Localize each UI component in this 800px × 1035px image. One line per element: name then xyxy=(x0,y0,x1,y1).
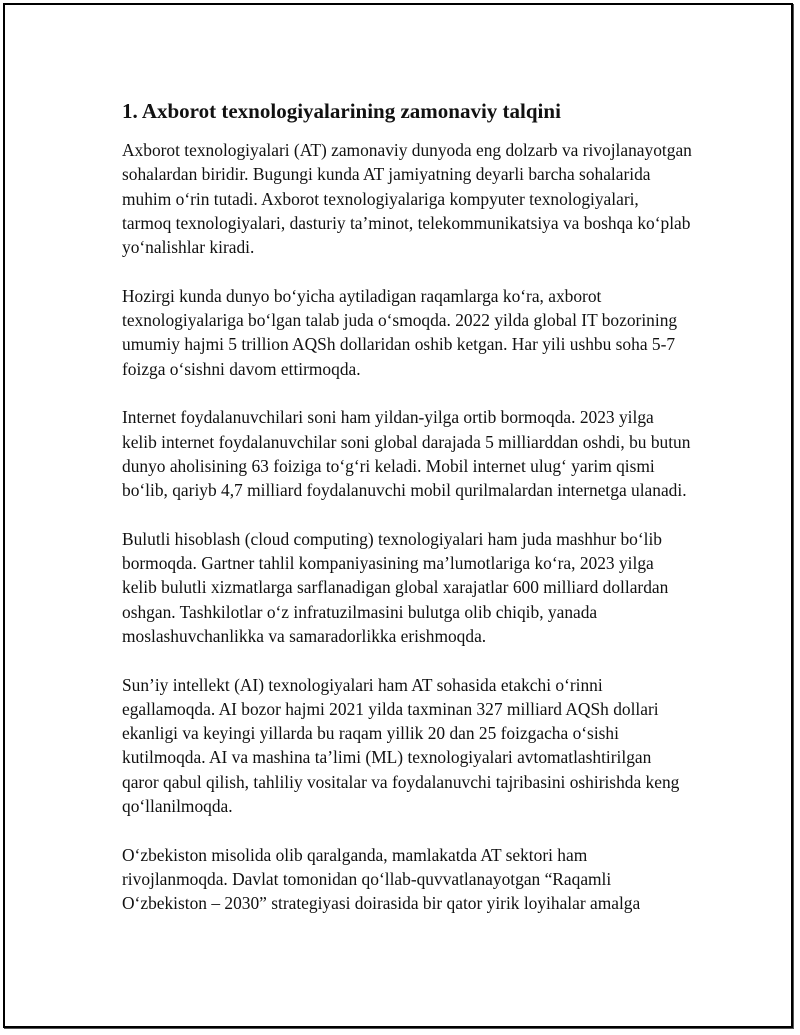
paragraph-4: Bulutli hisoblash (cloud computing) texnologiyalari ham juda mashhur bo‘lib bormoqda. Gartner tahlil kompaniyasining ma’lumotlariga ko‘ra, 2023 yilga kelib bulutli xizmatlarga sarflanadigan global xarajatlar 600 milliard dollardan oshgan. Tashkilotlar o‘z infratuzilmasini bulutga olib chiqib, yanada moslashuvchanlikka va samaradorlikka erishmoqda. xyxy=(122,528,669,646)
paragraph-1: Axborot texnologiyalari (AT) zamonaviy dunyoda eng dolzarb va rivojlanayotgan sohalardan biridir. Bugungi kunda AT jamiyatning deyarli barcha sohalarida muhim o‘rin tutadi. Axborot texnologiyalariga kompyuter texnologiyalari, tarmoq texnologiyalari, dasturiy ta’minot, telekommunikatsiya va boshqa ko‘plab yo‘nalishlar kiradi. xyxy=(122,140,692,258)
document-body xyxy=(122,97,692,940)
section-heading: 1. Axborot texnologiyalarining zamonaviy talqini xyxy=(122,99,561,123)
paragraph-2: Hozirgi kunda dunyo bo‘yicha aytiladigan raqamlarga ko‘ra, axborot texnologiyalariga bo‘lgan talab juda o‘smoqda. 2022 yilda global IT bozorining umumiy hajmi 5 trillion AQSh dollaridan oshib ketgan. Har yili ushbu soha 5-7 foizga o‘sishni davom ettirmoqda. xyxy=(122,285,678,379)
document-page xyxy=(3,3,793,1028)
paragraph-5: Sun’iy intellekt (AI) texnologiyalari ham AT sohasida etakchi o‘rinni egallamoqda. AI bozor hajmi 2021 yilda taxminan 327 milliard AQSh dollari ekanligi va keyingi yillarda bu raqam yillik 20 dan 25 foizgacha o‘sishi kutilmoqda. AI va mashina ta’limi (ML) texnologiyalari avtomatlashtirilgan qaror qabul qilish, tahliliy vositalar va foydalanuvchi tajribasini oshirishda keng qo‘llanilmoqda. xyxy=(122,674,680,817)
paragraph-6: O‘zbekiston misolida olib qaralganda, mamlakatda AT sektori ham rivojlanmoqda. Davlat tomonidan qo‘llab-quvvatlanayotgan “Raqamli O‘zbekiston – 2030” strategiyasi doirasida bir qator yirik loyihalar amalga xyxy=(122,844,641,914)
paragraph-3: Internet foydalanuvchilari soni ham yildan-yilga ortib bormoqda. 2023 yilga kelib internet foydalanuvchilar soni global darajada 5 milliarddan oshdi, bu butun dunyo aholisining 63 foiziga to‘g‘ri keladi. Mobil internet ulug‘ yarim qismi bo‘lib, qariyb 4,7 milliard foydalanuvchi mobil qurilmalardan internetga ulanadi. xyxy=(122,407,691,501)
